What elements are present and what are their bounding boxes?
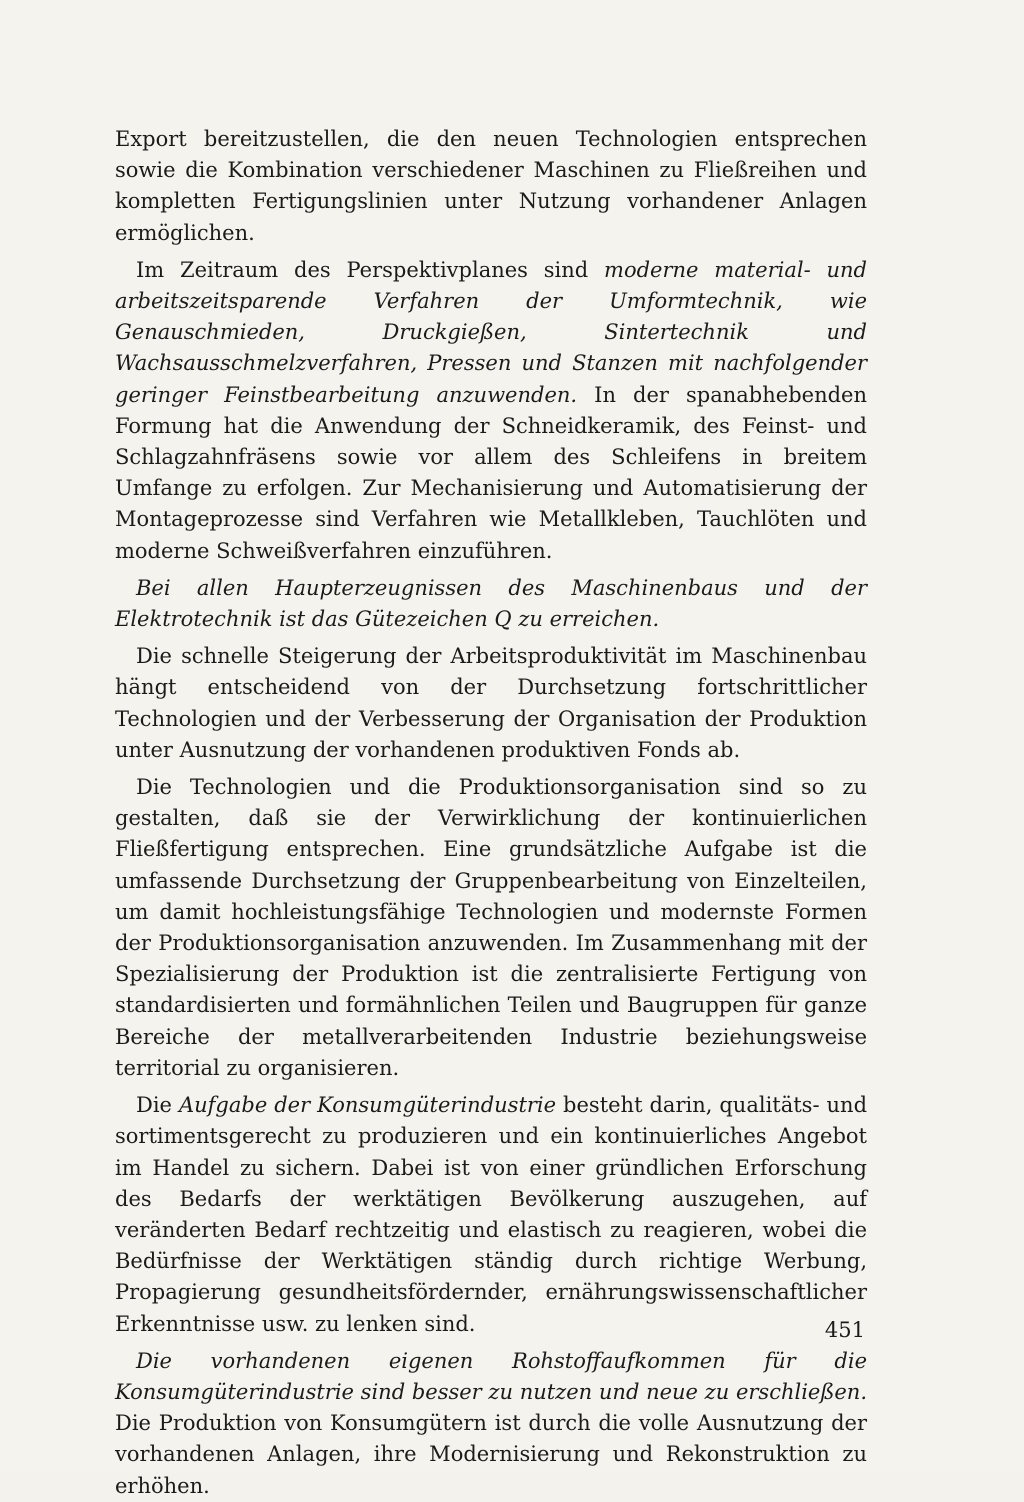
paragraph-3 — [115, 573, 867, 635]
paragraph-2-text-a: Im Zeitraum des Perspektivplanes sind — [136, 257, 605, 282]
paragraph-6-emphasis: Aufgabe der Konsumgüterindustrie — [178, 1093, 557, 1118]
paragraph-5 — [115, 772, 867, 1084]
body-text — [115, 124, 867, 1502]
paragraph-6 — [115, 1090, 867, 1340]
paragraph-4-text: Die schnelle Steigerung der Arbeitsproduktivität im Maschinenbau hängt entscheidend von der Durchsetzung fortschrittlicher Technologien und der Verbesserung der Organisation der Produktion unter Ausnutzung der vorhandenen produktiven Fonds ab. — [115, 644, 867, 762]
paragraph-7-emphasis: Die vorhandenen eigenen Rohstoffaufkommen für die Konsumgüterindustrie sind besser zu nutzen und neue zu erschließen. — [115, 1348, 867, 1404]
paragraph-2 — [115, 255, 867, 567]
paragraph-6-text-b: besteht darin, qualitäts- und sortimentsgerecht zu produzieren und ein kontinuierliches Angebot im Handel zu sichern. Dabei ist von einer gründlichen Erforschung des Bedarfs der werktätigen Bevölkerung auszugehen, auf veränderten Bedarf rechtzeitig und elastisch zu reagieren, wobei die Bedürfnisse der Werktätigen ständig durch richtige Werbung, Propagierung gesundheitsfördernder, ernährungswissenschaftlicher Erkenntnisse usw. zu lenken sind. — [115, 1093, 868, 1336]
paragraph-7-text: Die Produktion von Konsumgütern ist durch die volle Ausnutzung der vorhandenen Anlagen, ihre Modernisierung und Rekonstruktion zu erhöhen. — [115, 1411, 867, 1498]
paragraph-2-emphasis: moderne material- und arbeitszeitsparende Verfahren der Umformtechnik, wie Genauschmieden, Druckgießen, Sintertechnik und Wachsausschmelzverfahren, Pressen und Stanzen mit nachfolgender geringer Feinstbearbeitung anzuwenden. — [115, 257, 867, 407]
page-number: 451 — [824, 1318, 865, 1342]
paragraph-5-text: Die Technologien und die Produktionsorganisation sind so zu gestalten, daß sie der Verwirklichung der kontinuierlichen Fließfertigung entsprechen. Eine grundsätzliche Aufgabe ist die umfassende Durchsetzung der Gruppenbearbeitung von Einzelteilen, um damit hochleistungsfähige Technologien und modernste Formen der Produktionsorganisation anzuwenden. Im Zusammenhang mit der Spezialisierung der Produktion ist die zentralisierte Fertigung von standardisierten und formähnlichen Teilen und Baugruppen für ganze Bereiche der metallverarbeitenden Industrie beziehungsweise territorial zu organisieren. — [115, 775, 867, 1080]
paragraph-4 — [115, 641, 867, 766]
paragraph-3-emphasis: Bei allen Haupterzeugnissen des Maschinenbaus und der Elektrotechnik ist das Gütezeichen Q zu erreichen. — [115, 575, 867, 632]
paragraph-2-text-b: In der spanabhebenden Formung hat die Anwendung der Schneidkeramik, des Feinst- und Schlagzahnfräsens sowie vor allem des Schleifens in breitem Umfange zu erfolgen. Zur Mechanisierung und Automatisierung der Montageprozesse sind Verfahren wie Metallkleben, Tauchlöten und moderne Schweißverfahren einzuführen. — [115, 382, 867, 563]
paragraph-1-text: Export bereitzustellen, die den neuen Technologien entsprechen sowie die Kombination verschiedener Maschinen zu Fließreihen und kompletten Fertigungslinien unter Nutzung vorhandener Anlagen ermöglichen. — [115, 127, 867, 245]
paragraph-6-text-a: Die — [136, 1093, 179, 1118]
paragraph-1 — [115, 124, 867, 249]
paragraph-7 — [115, 1346, 867, 1502]
